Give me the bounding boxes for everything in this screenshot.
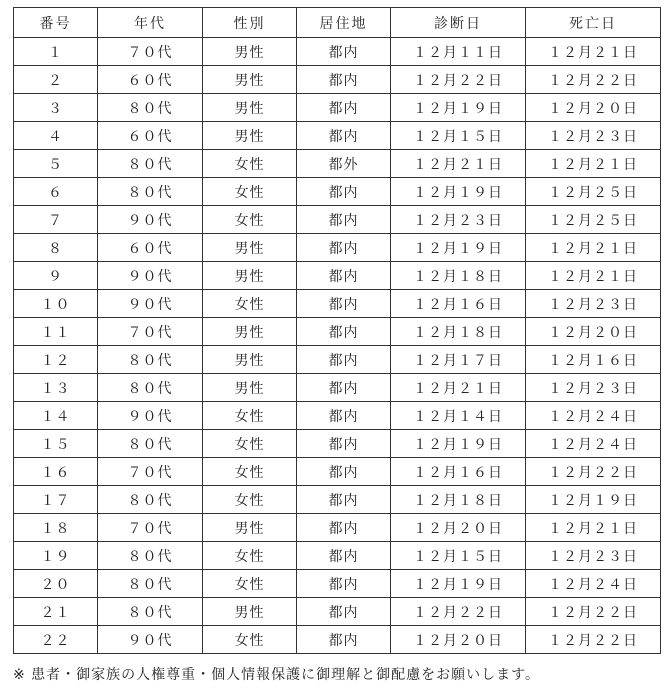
table-row [14,486,661,514]
diagnosis-date-cell: １２月２１日 [391,150,526,178]
death-date-cell: １２月２０日 [526,318,661,346]
table-row [14,402,661,430]
diagnosis-date-cell: １２月２３日 [391,206,526,234]
sex-cell: 男性 [203,234,297,262]
number-cell: １６ [14,458,98,486]
residence-cell: 都内 [297,458,391,486]
diagnosis-date-cell: １２月１７日 [391,346,526,374]
death-date-cell: １２月２３日 [526,374,661,402]
table-row [14,206,661,234]
table-row [14,94,661,122]
diagnosis-date-cell: １２月１５日 [391,542,526,570]
age-group-cell: ８０代 [98,570,203,598]
residence-cell: 都内 [297,570,391,598]
table-row [14,262,661,290]
age-group-cell: ８０代 [98,94,203,122]
number-cell: １３ [14,374,98,402]
sex-cell: 女性 [203,150,297,178]
number-cell: ９ [14,262,98,290]
death-date-cell: １２月２２日 [526,458,661,486]
age-group-cell: ６０代 [98,122,203,150]
number-cell: ２１ [14,598,98,626]
table-row [14,122,661,150]
death-date-cell: １２月２２日 [526,598,661,626]
residence-cell: 都内 [297,374,391,402]
header-diagnosis-date: 診断日 [391,8,526,38]
age-group-cell: ９０代 [98,290,203,318]
sex-cell: 女性 [203,178,297,206]
table-row [14,514,661,542]
age-group-cell: ６０代 [98,66,203,94]
number-cell: １０ [14,290,98,318]
residence-cell: 都内 [297,122,391,150]
number-cell: ２０ [14,570,98,598]
death-date-cell: １２月２１日 [526,514,661,542]
sex-cell: 女性 [203,486,297,514]
sex-cell: 男性 [203,598,297,626]
residence-cell: 都内 [297,346,391,374]
residence-cell: 都内 [297,486,391,514]
table-row [14,318,661,346]
diagnosis-date-cell: １２月１１日 [391,38,526,66]
diagnosis-date-cell: １２月１９日 [391,570,526,598]
age-group-cell: ７０代 [98,38,203,66]
age-group-cell: ７０代 [98,514,203,542]
age-group-cell: ７０代 [98,458,203,486]
number-cell: ４ [14,122,98,150]
residence-cell: 都内 [297,38,391,66]
death-date-cell: １２月２１日 [526,150,661,178]
sex-cell: 女性 [203,402,297,430]
sex-cell: 女性 [203,206,297,234]
death-date-cell: １２月２２日 [526,626,661,654]
death-date-cell: １２月２２日 [526,66,661,94]
sex-cell: 男性 [203,514,297,542]
table-row [14,570,661,598]
table-row [14,346,661,374]
footnote: ※ 患者・御家族の人権尊重・個人情報保護に御理解と御配慮をお願いします。 [13,667,541,683]
death-date-cell: １２月２４日 [526,430,661,458]
table-row [14,38,661,66]
sex-cell: 女性 [203,626,297,654]
residence-cell: 都内 [297,206,391,234]
table-row [14,598,661,626]
death-date-cell: １２月２０日 [526,94,661,122]
cases-table [13,7,661,654]
table-row [14,290,661,318]
residence-cell: 都内 [297,262,391,290]
residence-cell: 都内 [297,178,391,206]
sex-cell: 男性 [203,318,297,346]
number-cell: ３ [14,94,98,122]
diagnosis-date-cell: １２月１４日 [391,402,526,430]
death-date-cell: １２月２５日 [526,206,661,234]
residence-cell: 都内 [297,430,391,458]
number-cell: ６ [14,178,98,206]
header-death-date: 死亡日 [526,8,661,38]
number-cell: １５ [14,430,98,458]
age-group-cell: ９０代 [98,626,203,654]
diagnosis-date-cell: １２月１９日 [391,234,526,262]
age-group-cell: ８０代 [98,150,203,178]
number-cell: １ [14,38,98,66]
diagnosis-date-cell: １２月２０日 [391,626,526,654]
table-row [14,66,661,94]
diagnosis-date-cell: １２月２２日 [391,598,526,626]
sex-cell: 男性 [203,346,297,374]
age-group-cell: ９０代 [98,262,203,290]
diagnosis-date-cell: １２月１６日 [391,458,526,486]
death-date-cell: １２月２３日 [526,122,661,150]
residence-cell: 都外 [297,150,391,178]
death-date-cell: １２月２１日 [526,262,661,290]
table-row [14,430,661,458]
header-sex: 性別 [203,8,297,38]
death-date-cell: １２月１９日 [526,486,661,514]
residence-cell: 都内 [297,542,391,570]
header-age-group: 年代 [98,8,203,38]
table-row [14,626,661,654]
sex-cell: 男性 [203,374,297,402]
number-cell: ８ [14,234,98,262]
number-cell: １９ [14,542,98,570]
diagnosis-date-cell: １２月２０日 [391,514,526,542]
sex-cell: 女性 [203,458,297,486]
sex-cell: 男性 [203,262,297,290]
number-cell: ５ [14,150,98,178]
sex-cell: 男性 [203,122,297,150]
diagnosis-date-cell: １２月２２日 [391,66,526,94]
residence-cell: 都内 [297,402,391,430]
table-row [14,178,661,206]
header-number: 番号 [14,8,98,38]
diagnosis-date-cell: １２月１９日 [391,94,526,122]
death-date-cell: １２月２３日 [526,542,661,570]
death-date-cell: １２月２４日 [526,570,661,598]
age-group-cell: ８０代 [98,374,203,402]
diagnosis-date-cell: １２月１８日 [391,262,526,290]
sex-cell: 男性 [203,94,297,122]
diagnosis-date-cell: １２月１８日 [391,486,526,514]
diagnosis-date-cell: １２月２１日 [391,374,526,402]
death-date-cell: １２月２１日 [526,38,661,66]
diagnosis-date-cell: １２月１９日 [391,430,526,458]
residence-cell: 都内 [297,94,391,122]
residence-cell: 都内 [297,598,391,626]
age-group-cell: ９０代 [98,206,203,234]
death-date-cell: １２月１６日 [526,346,661,374]
sex-cell: 男性 [203,38,297,66]
death-date-cell: １２月２５日 [526,178,661,206]
diagnosis-date-cell: １２月１５日 [391,122,526,150]
age-group-cell: ８０代 [98,178,203,206]
residence-cell: 都内 [297,290,391,318]
table-header-row [14,8,661,38]
number-cell: １８ [14,514,98,542]
diagnosis-date-cell: １２月１８日 [391,318,526,346]
table-row [14,458,661,486]
age-group-cell: ６０代 [98,234,203,262]
table-row [14,374,661,402]
number-cell: ７ [14,206,98,234]
sex-cell: 女性 [203,570,297,598]
diagnosis-date-cell: １２月１９日 [391,178,526,206]
sex-cell: 女性 [203,542,297,570]
table-row [14,150,661,178]
age-group-cell: ８０代 [98,486,203,514]
sex-cell: 男性 [203,66,297,94]
death-date-cell: １２月２４日 [526,402,661,430]
death-date-cell: １２月２１日 [526,234,661,262]
diagnosis-date-cell: １２月１６日 [391,290,526,318]
residence-cell: 都内 [297,626,391,654]
table-row [14,234,661,262]
residence-cell: 都内 [297,234,391,262]
age-group-cell: ８０代 [98,346,203,374]
residence-cell: 都内 [297,318,391,346]
number-cell: １４ [14,402,98,430]
age-group-cell: ８０代 [98,542,203,570]
header-residence: 居住地 [297,8,391,38]
age-group-cell: ８０代 [98,598,203,626]
residence-cell: 都内 [297,514,391,542]
table-row [14,542,661,570]
table-body [14,38,661,654]
number-cell: ２ [14,66,98,94]
age-group-cell: ８０代 [98,430,203,458]
number-cell: ２２ [14,626,98,654]
age-group-cell: ７０代 [98,318,203,346]
age-group-cell: ９０代 [98,402,203,430]
number-cell: １２ [14,346,98,374]
sex-cell: 女性 [203,290,297,318]
sex-cell: 女性 [203,430,297,458]
residence-cell: 都内 [297,66,391,94]
death-date-cell: １２月２３日 [526,290,661,318]
number-cell: １７ [14,486,98,514]
number-cell: １１ [14,318,98,346]
